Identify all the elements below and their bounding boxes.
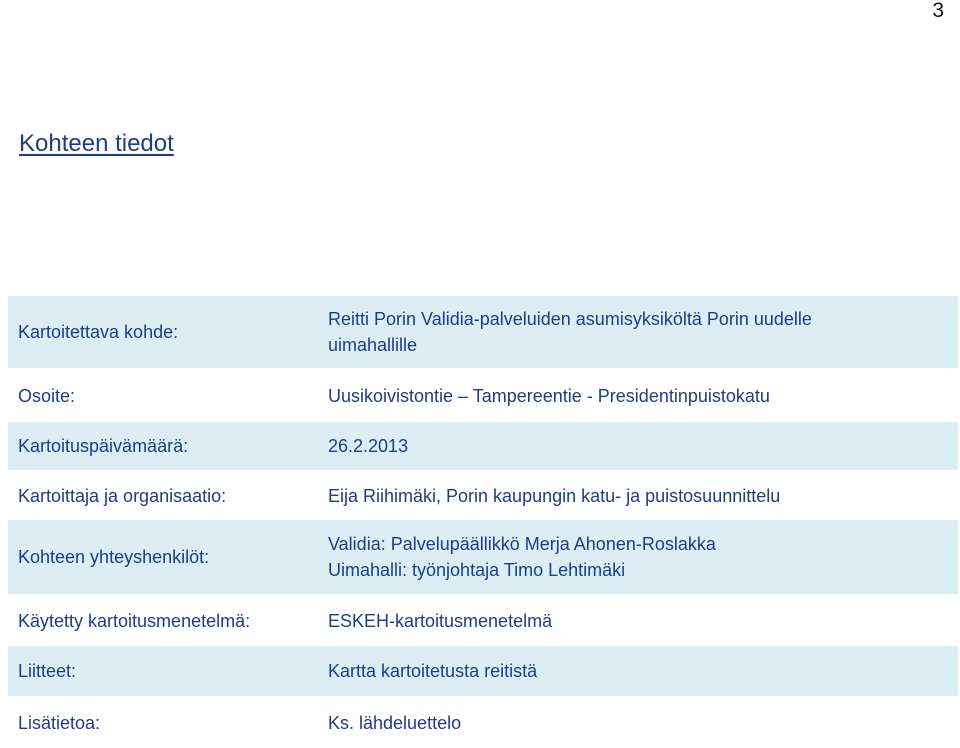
- label-address: Osoite:: [8, 370, 318, 422]
- value-date: 26.2.2013: [318, 422, 958, 470]
- value-contacts-line-1: Validia: Palvelupäällikkö Merja Ahonen-Roslakka: [328, 534, 716, 554]
- row-date: [8, 422, 958, 470]
- value-surveyor: Eija Riihimäki, Porin kaupungin katu- ja puistosuunnittelu: [318, 472, 958, 520]
- page-number: 3: [932, 0, 944, 22]
- label-target: Kartoitettava kohde:: [8, 296, 318, 368]
- label-contacts: Kohteen yhteyshenkilöt:: [8, 520, 318, 594]
- value-contacts-line-2: Uimahalli: työnjohtaja Timo Lehtimäki: [328, 560, 626, 580]
- label-more-info: Lisätietoa:: [8, 698, 318, 748]
- row-more-info: [8, 698, 958, 748]
- value-contacts: [318, 520, 958, 594]
- row-contacts: [8, 520, 958, 594]
- row-address: [8, 370, 958, 422]
- label-surveyor: Kartoittaja ja organisaatio:: [8, 472, 318, 520]
- label-method: Käytetty kartoitusmenetelmä:: [8, 596, 318, 646]
- row-attachments: [8, 646, 958, 696]
- value-method: ESKEH-kartoitusmenetelmä: [318, 596, 958, 646]
- value-address: Uusikoivistontie – Tampereentie - Presidentinpuistokatu: [318, 370, 958, 422]
- row-target: [8, 296, 958, 368]
- label-date: Kartoituspäivämäärä:: [8, 422, 318, 470]
- value-target: [318, 296, 958, 368]
- site-info-table: [8, 296, 958, 748]
- value-attachments: Kartta kartoitetusta reitistä: [318, 646, 958, 696]
- value-target-line-1: Reitti Porin Validia-palveluiden asumisyksiköltä Porin uudelle: [328, 309, 812, 329]
- value-more-info: Ks. lähdeluettelo: [318, 698, 958, 748]
- row-surveyor: [8, 472, 958, 520]
- label-attachments: Liitteet:: [8, 646, 318, 696]
- value-target-line-2: uimahallille: [328, 335, 418, 355]
- row-method: [8, 596, 958, 646]
- section-heading: Kohteen tiedot: [19, 130, 174, 157]
